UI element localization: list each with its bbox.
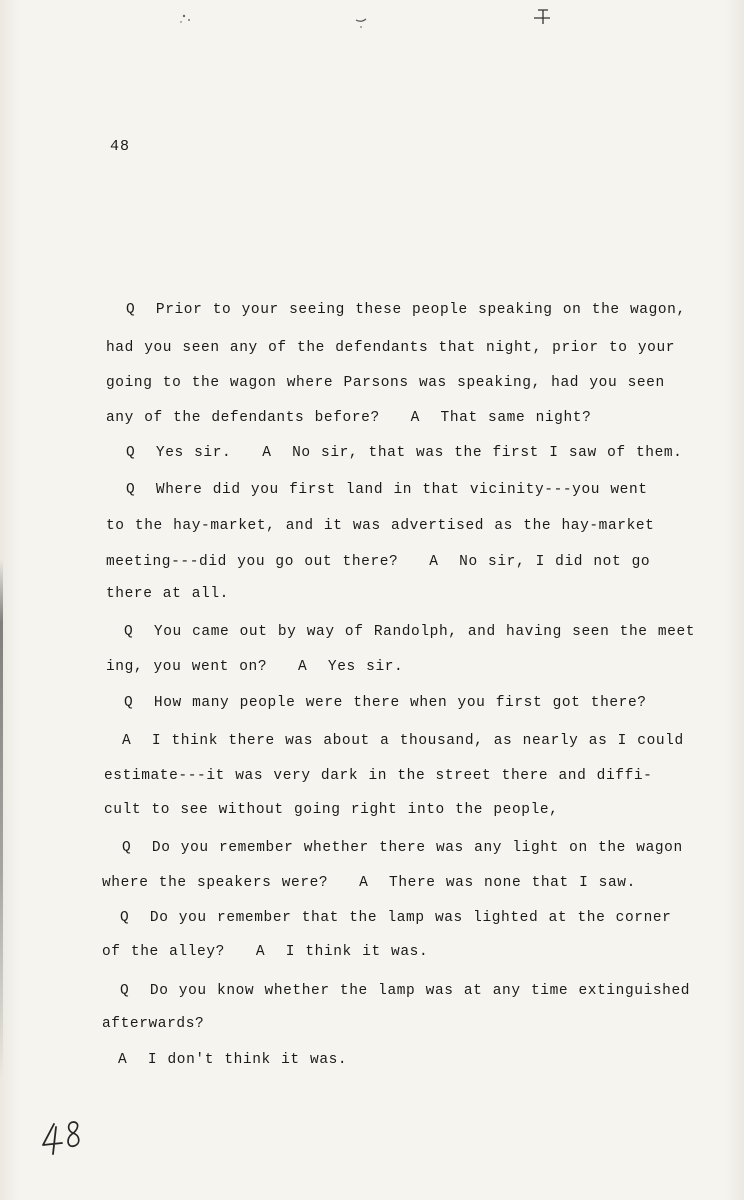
- transcript-line: where the speakers were? A There was none that I saw.: [102, 875, 636, 891]
- transcript-line: any of the defendants before? A That same night?: [106, 410, 592, 426]
- handwritten-page-number: [40, 1118, 86, 1158]
- transcript-line: estimate---it was very dark in the street there and diffi-: [104, 768, 653, 784]
- transcript-line: Q Do you know whether the lamp was at any time extinguished: [120, 983, 691, 999]
- transcript-line: Q How many people were there when you first got there?: [124, 695, 647, 711]
- transcript-line: Q Yes sir. A No sir, that was the first I saw of them.: [126, 445, 683, 461]
- scan-specks: [170, 6, 590, 32]
- transcript-line: had you seen any of the defendants that night, prior to your: [106, 340, 676, 356]
- transcript-line: A I don't think it was.: [118, 1052, 348, 1068]
- transcript-line: A I think there was about a thousand, as nearly as I could: [122, 733, 684, 749]
- transcript-line: going to the wagon where Parsons was speaking, had you seen: [106, 375, 665, 391]
- transcript-line: cult to see without going right into the people,: [104, 802, 559, 818]
- transcript-line: afterwards?: [102, 1016, 205, 1032]
- transcript-line: Q Where did you first land in that vicinity---you went: [126, 482, 648, 498]
- transcript-line: there at all.: [106, 586, 229, 602]
- transcript-line: Q Do you remember that the lamp was lighted at the corner: [120, 910, 672, 926]
- transcript-line: to the hay-market, and it was advertised as the hay-market: [106, 518, 655, 534]
- transcript-line: ing, you went on? A Yes sir.: [106, 659, 404, 675]
- transcript-line: Q Prior to your seeing these people speaking on the wagon,: [126, 302, 686, 318]
- page-number: 48: [110, 138, 131, 155]
- binding-edge-mark: [0, 560, 3, 1080]
- transcript-line: of the alley? A I think it was.: [102, 944, 429, 960]
- transcript-line: meeting---did you go out there? A No sir, I did not go: [106, 554, 651, 570]
- transcript-line: Q You came out by way of Randolph, and having seen the meet: [124, 624, 696, 640]
- transcript-line: Q Do you remember whether there was any light on the wagon: [122, 840, 683, 856]
